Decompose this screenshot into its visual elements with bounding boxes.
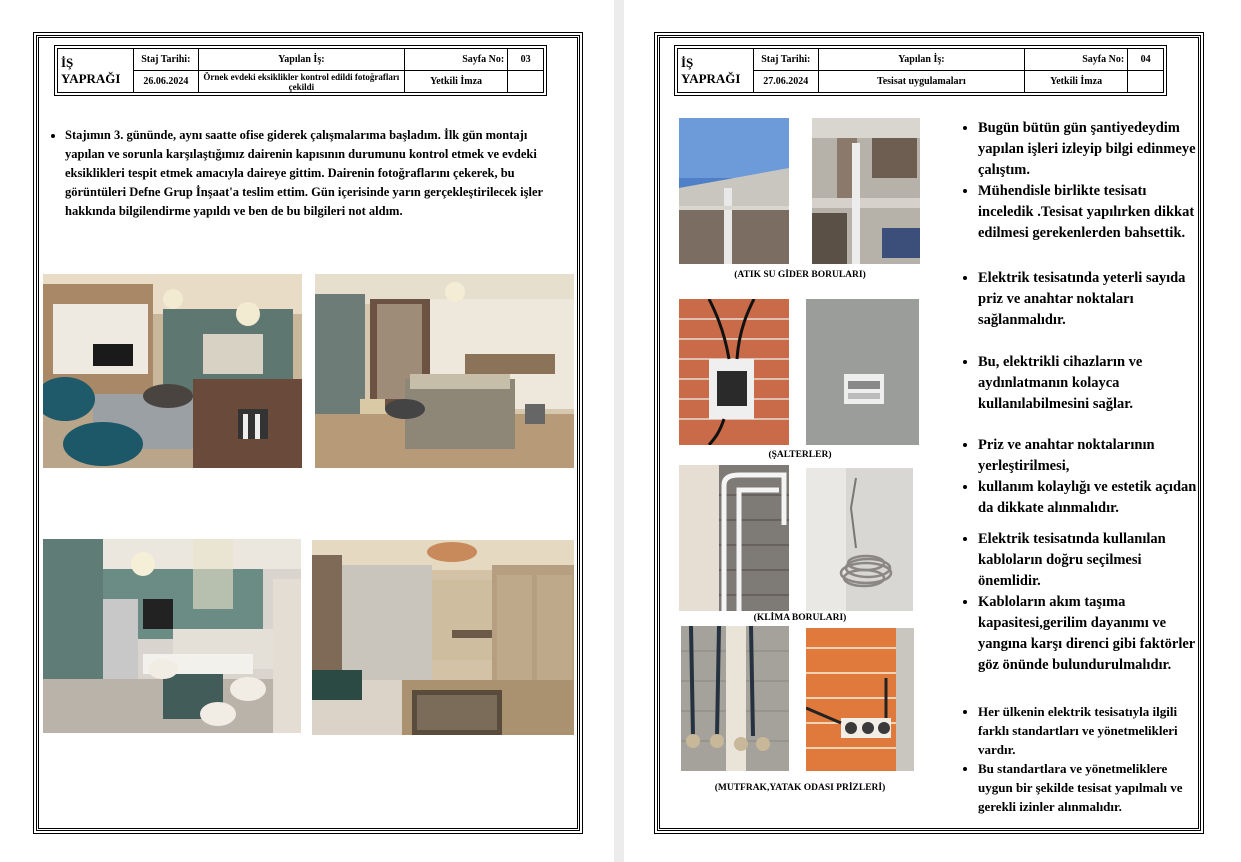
work-sheet-header: [57, 48, 544, 93]
bedroom-photo: [315, 274, 574, 468]
date-label: Staj Tarihi:: [753, 49, 818, 71]
kitchen-photo: [43, 539, 301, 733]
page-number: 04: [1128, 49, 1164, 71]
room-photo: [312, 540, 574, 735]
note-item: • Kabloların akım taşıma kapasitesi,gerilim dayanımı ve yangına karşı direnci gibi faktörler göz önünde bulundurulmalıdır.: [978, 592, 1204, 676]
note-item: • Elektrik tesisatında kullanılan kabloların doğru seçilmesi önemlidir.: [978, 529, 1204, 592]
caption-wastewater-pipes: (ATIK SU GİDER BORULARI): [734, 270, 866, 280]
wastewater-pipe-photo-2: [812, 118, 920, 264]
note-item: • Bu, elektrikli cihazların ve aydınlatmanın kolayca kullanılabilmesini sağlar.: [978, 352, 1204, 415]
installation-notes: [964, 268, 1204, 331]
note-item: • Bu standartlara ve yönetmeliklere uygun bir şekilde tesisat yapılmalı ve gerekli izinler alınmalıdır.: [978, 759, 1204, 816]
installation-notes: [964, 435, 1204, 519]
sheet-title: İŞ YAPRAĞI: [678, 49, 754, 93]
page-03: [0, 0, 614, 862]
installation-notes: [964, 702, 1204, 816]
caption-switches: (ŞALTERLER): [768, 450, 832, 460]
work-value: Örnek evdeki eksiklikler kontrol edildi fotoğrafları çekildi: [198, 71, 404, 93]
sign-label: Yetkili İmza: [1025, 71, 1128, 93]
installation-notes: [964, 529, 1204, 676]
note-item: • kullanım kolaylığı ve estetik açıdan da dikkate alınmalıdır.: [978, 477, 1204, 519]
installation-notes: [964, 118, 1204, 244]
work-label: Yapılan İş:: [818, 49, 1024, 71]
socket-photo-1: [681, 626, 789, 771]
wastewater-pipe-photo-1: [679, 118, 789, 264]
page-label: Sayfa No:: [404, 49, 507, 71]
note-item: • Elektrik tesisatında yeterli sayıda priz ve anahtar noktaları sağlanmalıdır.: [978, 268, 1204, 331]
date-value: 26.06.2024: [133, 71, 198, 93]
ac-pipe-photo-1: [679, 465, 789, 611]
report-paragraph: • Stajımın 3. gününde, aynı saatte ofise giderek çalışmalarıma başladım. İlk gün montajı yapılan ve sorunla karşılaştığımız dairenin kapısının durumunu kontrol etmek ve evdeki eksiklikleri tespit etmek amacıyla daireye gittim. Dairenin fotoğraflarını çekerek, bu görüntüleri Defne Grup İnşaat'a teslim ettim. Gün içerisinde yarın gerçekleştirilecek işler hakkında bilgilendirme yapıldı ve ben de bu bilgileri not aldım.: [65, 126, 556, 221]
page-number: 03: [508, 49, 544, 71]
date-value: 27.06.2024: [753, 71, 818, 93]
page-label: Sayfa No:: [1025, 49, 1128, 71]
note-item: • Bugün bütün gün şantiyedeydim yapılan işleri izleyip bilgi edinmeye çalıştım.: [978, 118, 1204, 181]
caption-sockets: (MUTFRAK,YATAK ODASI PRİZLERİ): [714, 783, 886, 793]
work-sheet-header: [677, 48, 1164, 93]
work-value: Tesisat uygulamaları: [818, 71, 1024, 93]
ac-pipe-photo-2: [806, 468, 913, 611]
living-room-photo: [43, 274, 302, 468]
switchboard-photo-1: [679, 299, 789, 445]
note-item: • Her ülkenin elektrik tesisatıyla ilgili farklı standartları ve yönetmelikleri vardır.: [978, 702, 1204, 759]
work-label: Yapılan İş:: [198, 49, 404, 71]
switchboard-photo-2: [806, 299, 919, 445]
daily-report-text: [48, 126, 556, 221]
note-item: • Priz ve anahtar noktalarının yerleştirilmesi,: [978, 435, 1204, 477]
sign-box: [1128, 71, 1164, 93]
socket-photo-2: [806, 628, 914, 771]
caption-ac-pipes: (KLİMA BORULARI): [753, 613, 847, 623]
note-item: • Mühendisle birlikte tesisatı inceledik .Tesisat yapılırken dikkat edilmesi gerekenlerden bahsettik.: [978, 181, 1204, 244]
page-04: [624, 0, 1241, 862]
sheet-title: İŞ YAPRAĞI: [58, 49, 134, 93]
installation-notes: [964, 352, 1204, 415]
sign-box: [508, 71, 544, 93]
date-label: Staj Tarihi:: [133, 49, 198, 71]
sign-label: Yetkili İmza: [404, 71, 507, 93]
